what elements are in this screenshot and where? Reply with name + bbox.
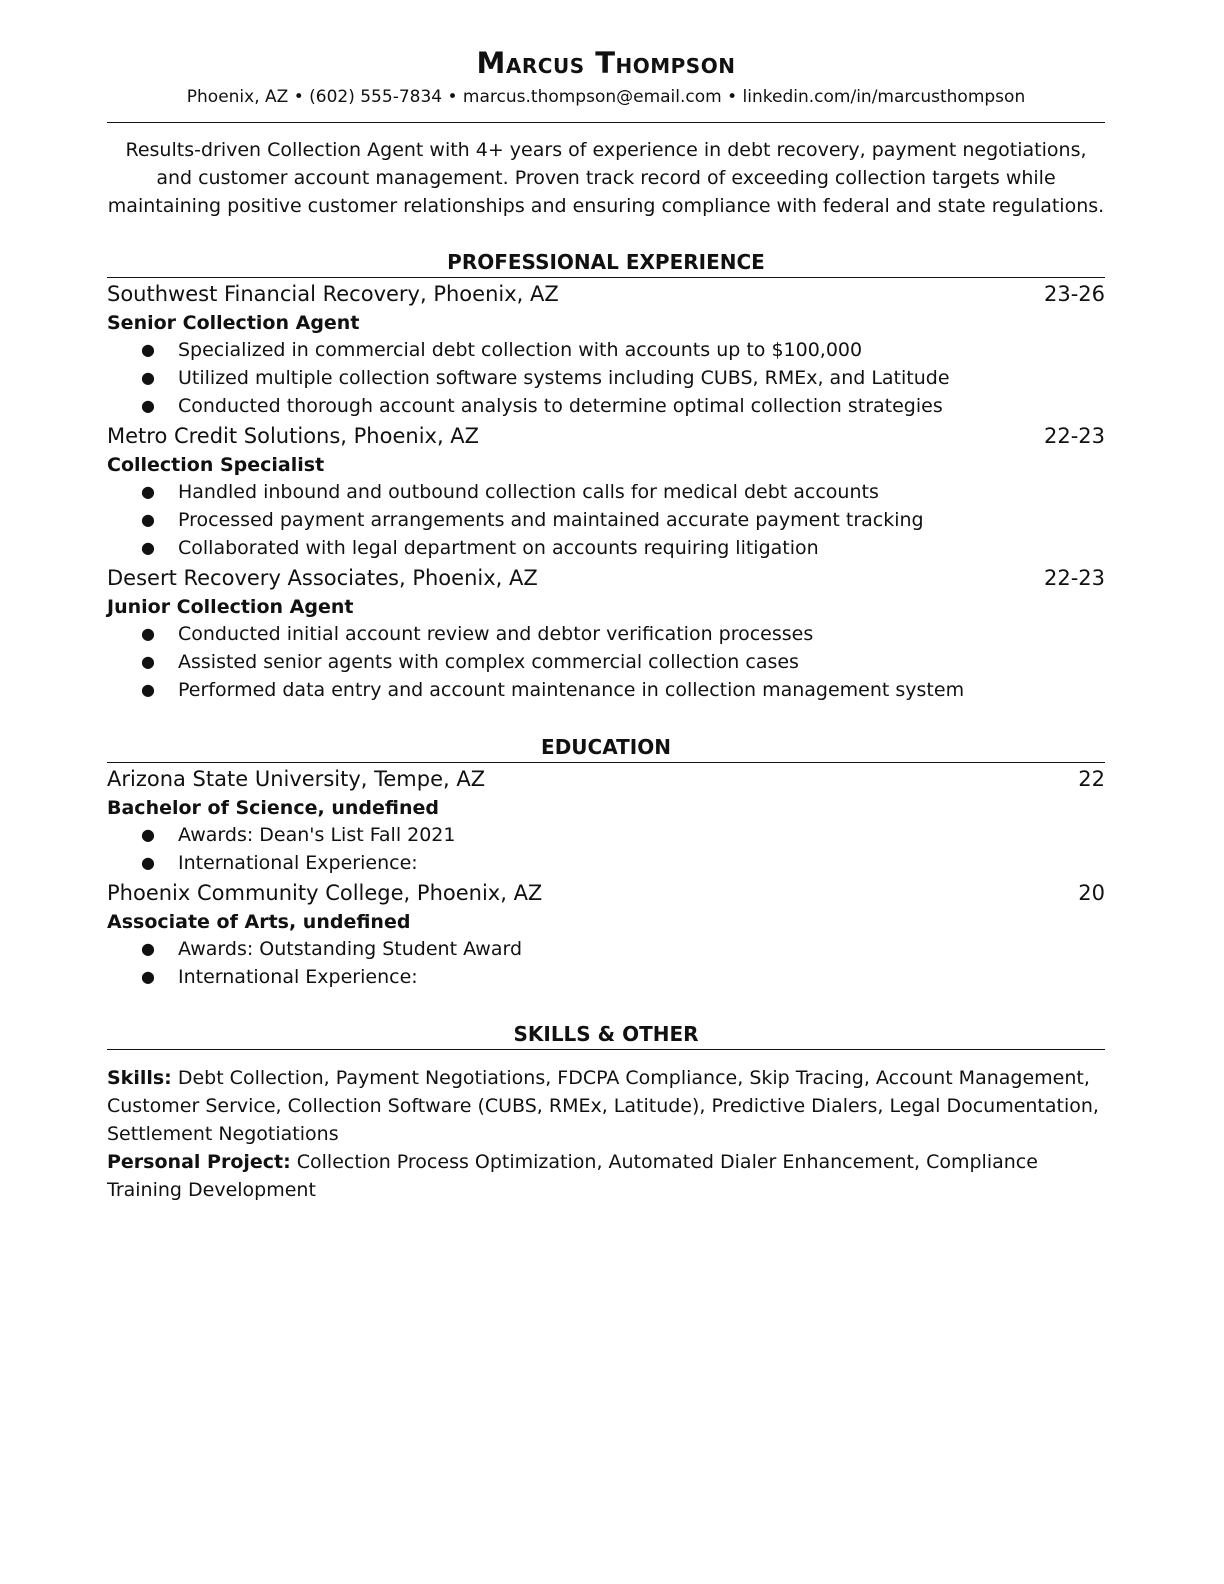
job-dates: 22-23: [1043, 424, 1105, 448]
skills-heading: SKILLS & OTHER: [513, 1022, 699, 1046]
job-entry: [107, 562, 1105, 704]
bullet-icon: ●: [141, 825, 155, 844]
list-item: ● Specialized in commercial debt collection with accounts up to $100,000: [107, 336, 1105, 364]
bullet-icon: ●: [141, 939, 155, 958]
list-item: ● Handled inbound and outbound collection calls for medical debt accounts: [107, 478, 1105, 506]
bullet-icon: ●: [141, 538, 155, 557]
candidate-name: Marcus Thompson: [476, 46, 736, 80]
education-entry: [107, 763, 1105, 877]
job-company: Desert Recovery Associates, Phoenix, AZ: [107, 566, 538, 590]
skills-divider: [107, 1049, 1105, 1050]
list-item: ● Awards: Outstanding Student Award: [107, 935, 1105, 963]
job-role: Junior Collection Agent: [107, 596, 354, 618]
list-item: ● Awards: Dean's List Fall 2021: [107, 821, 1105, 849]
job-entry: [107, 420, 1105, 562]
list-item: ● Utilized multiple collection software systems including CUBS, RMEx, and Latitude: [107, 364, 1105, 392]
education-heading: EDUCATION: [541, 735, 671, 759]
school-name: Phoenix Community College, Phoenix, AZ: [107, 881, 543, 905]
list-item: ● Conducted initial account review and debtor verification processes: [107, 620, 1105, 648]
education-header: [107, 763, 1105, 796]
skills-block: [107, 1064, 1105, 1204]
experience-heading: PROFESSIONAL EXPERIENCE: [447, 250, 765, 274]
job-header: [107, 278, 1105, 311]
bullet-icon: ●: [141, 368, 155, 387]
skills-text: Debt Collection, Payment Negotiations, FDCPA Compliance, Skip Tracing, Account Management, Customer Service, Collection Software (CUBS, RMEx, Latitude), Predictive Dialers, Legal Documentation, Settlement Negotiations: [107, 1067, 1099, 1145]
job-company: Southwest Financial Recovery, Phoenix, AZ: [107, 282, 559, 306]
skills-line: [107, 1064, 1105, 1148]
bullet-icon: ●: [141, 510, 155, 529]
list-item: ● Conducted thorough account analysis to determine optimal collection strategies: [107, 392, 1105, 420]
bullet-icon: ●: [141, 853, 155, 872]
job-bullets: [107, 336, 1105, 420]
degree: Bachelor of Science, undefined: [107, 797, 439, 819]
job-dates: 22-23: [1043, 566, 1105, 590]
resume-page: [107, 40, 1105, 1204]
list-item: ● International Experience:: [107, 849, 1105, 877]
education-entry: [107, 877, 1105, 991]
education-bullets: [107, 821, 1105, 877]
skills-label: Skills:: [107, 1067, 172, 1089]
school-dates: 20: [1078, 881, 1105, 905]
list-item: ● Performed data entry and account maintenance in collection management system: [107, 676, 1105, 704]
bullet-icon: ●: [141, 396, 155, 415]
education-header: [107, 877, 1105, 910]
contact-line: Phoenix, AZ • (602) 555-7834 • marcus.thompson@email.com • linkedin.com/in/marcusthompson: [186, 87, 1026, 107]
bullet-icon: ●: [141, 652, 155, 671]
bullet-icon: ●: [141, 340, 155, 359]
project-line: [107, 1148, 1105, 1204]
job-company: Metro Credit Solutions, Phoenix, AZ: [107, 424, 480, 448]
job-role: Senior Collection Agent: [107, 312, 360, 334]
degree: Associate of Arts, undefined: [107, 911, 411, 933]
school-name: Arizona State University, Tempe, AZ: [107, 767, 486, 791]
education-bullets: [107, 935, 1105, 991]
job-header: [107, 562, 1105, 595]
bullet-icon: ●: [141, 680, 155, 699]
job-header: [107, 420, 1105, 453]
school-dates: 22: [1078, 767, 1105, 791]
list-item: ● Processed payment arrangements and maintained accurate payment tracking: [107, 506, 1105, 534]
job-bullets: [107, 478, 1105, 562]
list-item: ● Assisted senior agents with complex commercial collection cases: [107, 648, 1105, 676]
bullet-icon: ●: [141, 624, 155, 643]
summary-paragraph: Results-driven Collection Agent with 4+ years of experience in debt recovery, payment negotiations, and customer account management. Proven track record of exceeding collection targets while maintaining positive customer relationships and ensuring compliance with federal and state regulations.: [107, 139, 1105, 217]
job-dates: 23-26: [1043, 282, 1105, 306]
list-item: ● International Experience:: [107, 963, 1105, 991]
list-item: ● Collaborated with legal department on accounts requiring litigation: [107, 534, 1105, 562]
job-entry: [107, 278, 1105, 420]
project-label: Personal Project:: [107, 1151, 291, 1173]
bullet-icon: ●: [141, 967, 155, 986]
header-divider: [107, 122, 1105, 123]
bullet-icon: ●: [141, 482, 155, 501]
project-text: Collection Process Optimization, Automated Dialer Enhancement, Compliance Training Development: [107, 1151, 1038, 1201]
job-role: Collection Specialist: [107, 454, 325, 476]
job-bullets: [107, 620, 1105, 704]
